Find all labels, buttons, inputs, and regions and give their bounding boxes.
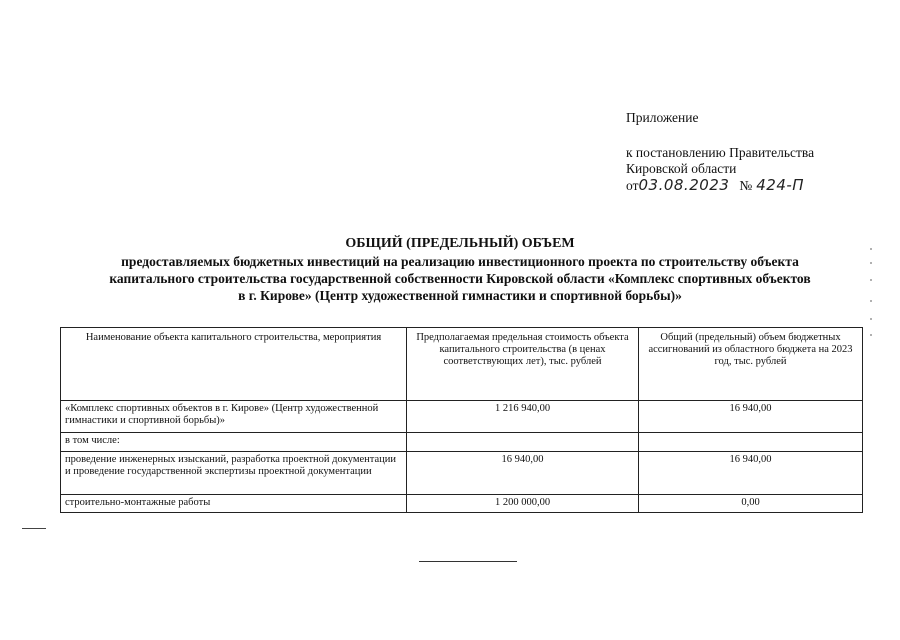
row-object-name: «Комплекс спортивных объектов в г. Кирове» (Центр художественной гимнастики и спортивной борьбы)» <box>61 401 407 433</box>
appendix-decree-line: к постановлению Правительства <box>626 145 815 160</box>
table-row <box>61 433 863 452</box>
row-cost: 16 940,00 <box>407 452 639 495</box>
row-allocation: 0,00 <box>639 495 863 513</box>
table-row <box>61 452 863 495</box>
header-estimated-cost: Предполагаемая предельная стоимость объекта капитального строительства (в ценах соответствующих лет), тыс. рублей <box>407 328 639 401</box>
row-object-name: в том числе: <box>61 433 407 452</box>
from-prefix: от <box>626 178 639 193</box>
table-row <box>61 495 863 513</box>
appendix-date-line <box>626 177 814 194</box>
scan-mark-left <box>22 528 46 529</box>
appendix-block <box>626 110 814 194</box>
scan-specks <box>868 248 874 338</box>
row-allocation: 16 940,00 <box>639 401 863 433</box>
heading-line-2: капитального строительства государственной собственности Кировской области «Комплекс спортивных объектов <box>109 271 811 286</box>
header-object-name: Наименование объекта капитального строительства, мероприятия <box>61 328 407 401</box>
row-object-name: проведение инженерных изысканий, разработка проектной документации и проведение государственной экспертизы проектной документации <box>61 452 407 495</box>
row-cost <box>407 433 639 452</box>
appendix-region-line: Кировской области <box>626 161 737 176</box>
end-separator-line <box>419 561 517 562</box>
table-header-row <box>61 328 863 401</box>
heading-title: ОБЩИЙ (ПРЕДЕЛЬНЫЙ) ОБЪЕМ <box>345 236 575 251</box>
table-row <box>61 401 863 433</box>
header-budget-allocation: Общий (предельный) объем бюджетных ассигнований из областного бюджета на 2023 год, тыс. рублей <box>639 328 863 401</box>
heading-line-3: в г. Кирове» (Центр художественной гимнастики и спортивной борьбы)» <box>238 288 682 303</box>
number-sign: № <box>739 178 753 193</box>
handwritten-number: 424-П <box>756 176 805 194</box>
row-allocation <box>639 433 863 452</box>
row-allocation: 16 940,00 <box>639 452 863 495</box>
investment-table <box>60 327 863 513</box>
appendix-title: Приложение <box>626 110 699 125</box>
row-cost: 1 200 000,00 <box>407 495 639 513</box>
row-object-name: строительно-монтажные работы <box>61 495 407 513</box>
row-cost: 1 216 940,00 <box>407 401 639 433</box>
heading-line-1: предоставляемых бюджетных инвестиций на реализацию инвестиционного проекта по строительству объекта <box>121 254 799 269</box>
document-heading <box>60 235 860 304</box>
handwritten-date: 03.08.2023 <box>638 176 730 194</box>
